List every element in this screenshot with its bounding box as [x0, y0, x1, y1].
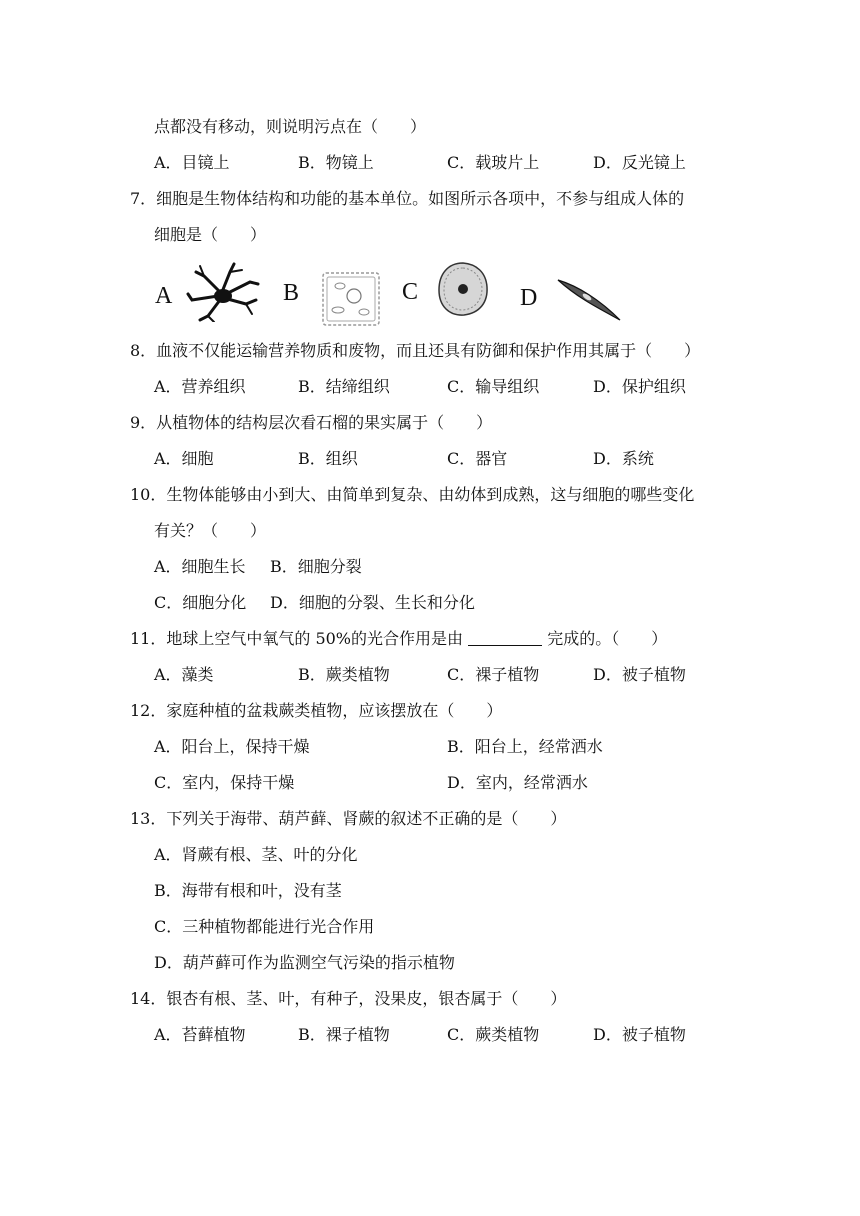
figure-label-d: D: [520, 285, 538, 311]
q6-option-d: D．反光镜上: [593, 153, 686, 172]
q10-stem-line2: 有关？（ ）: [154, 521, 267, 540]
q12-option-d: D．室内，经常洒水: [447, 773, 588, 792]
q14-option-c: C．蕨类植物: [447, 1025, 540, 1044]
q6-option-b: B．物镜上: [298, 153, 374, 172]
q10-option-a: A．细胞生长: [154, 557, 246, 576]
q12-option-c: C．室内，保持干燥: [154, 773, 295, 792]
q8-option-b: B．结缔组织: [298, 377, 390, 396]
q12-option-a: A．阳台上，保持干燥: [154, 737, 310, 756]
q6-option-c: C．载玻片上: [447, 153, 540, 172]
q11-answer-blank: [468, 631, 542, 646]
q10-option-d: D．细胞的分裂、生长和分化: [270, 593, 475, 612]
q11-stem-part1: 11．地球上空气中氧气的 50%的光合作用是由: [130, 629, 469, 648]
q11-option-b: B．蕨类植物: [298, 665, 390, 684]
q8-option-d: D．保护组织: [593, 377, 686, 396]
neuron-cell-image: [186, 262, 260, 322]
figure-label-c: C: [402, 279, 419, 305]
cell-c-image: [436, 260, 490, 318]
figure-label-a: A: [155, 283, 173, 309]
q10-option-b: B．细胞分裂: [270, 557, 362, 576]
q6-option-a: A．目镜上: [154, 153, 230, 172]
q13-option-d: D．葫芦藓可作为监测空气污染的指示植物: [154, 953, 455, 972]
q14-option-b: B．裸子植物: [298, 1025, 390, 1044]
q14-option-a: A．苔藓植物: [154, 1025, 246, 1044]
q14-option-d: D．被子植物: [593, 1025, 686, 1044]
q13-stem: 13．下列关于海带、葫芦藓、肾蕨的叙述不正确的是（ ）: [130, 809, 567, 828]
q7-stem-line2: 细胞是（ ）: [154, 225, 267, 244]
plant-cell-image: [320, 270, 382, 328]
q8-option-a: A．营养组织: [154, 377, 246, 396]
q14-stem: 14．银杏有根、茎、叶，有种子，没果皮，银杏属于（ ）: [130, 989, 567, 1008]
q9-option-d: D．系统: [593, 449, 654, 468]
figure-label-b: B: [283, 280, 300, 306]
q9-stem: 9．从植物体的结构层次看石榴的果实属于（ ）: [130, 413, 493, 432]
q7-stem-line1: 7．细胞是生物体结构和功能的基本单位。如图所示各项中，不参与组成人体的: [130, 189, 685, 208]
q9-option-b: B．组织: [298, 449, 358, 468]
q10-option-c: C．细胞分化: [154, 593, 247, 612]
q13-option-a: A．肾蕨有根、茎、叶的分化: [154, 845, 358, 864]
q9-option-a: A．细胞: [154, 449, 214, 468]
q11-stem: [130, 629, 667, 649]
q11-option-c: C．裸子植物: [447, 665, 540, 684]
smooth-muscle-cell-image: [556, 276, 622, 322]
q12-option-b: B．阳台上，经常洒水: [447, 737, 603, 756]
q8-stem: 8．血液不仅能运输营养物质和废物，而且还具有防御和保护作用其属于（ ）: [130, 341, 701, 360]
q11-option-a: A．藻类: [154, 665, 214, 684]
q8-option-c: C．输导组织: [447, 377, 540, 396]
q12-stem: 12．家庭种植的盆栽蕨类植物，应该摆放在（ ）: [130, 701, 503, 720]
q11-option-d: D．被子植物: [593, 665, 686, 684]
q10-stem-line1: 10．生物体能够由小到大、由简单到复杂、由幼体到成熟，这与细胞的哪些变化: [130, 485, 695, 504]
q6-stem-continuation: 点都没有移动，则说明污点在（ ）: [154, 117, 427, 136]
q13-option-c: C．三种植物都能进行光合作用: [154, 917, 375, 936]
q11-stem-part2: 完成的。（ ）: [542, 629, 668, 648]
q9-option-c: C．器官: [447, 449, 508, 468]
q13-option-b: B．海带有根和叶，没有茎: [154, 881, 342, 900]
